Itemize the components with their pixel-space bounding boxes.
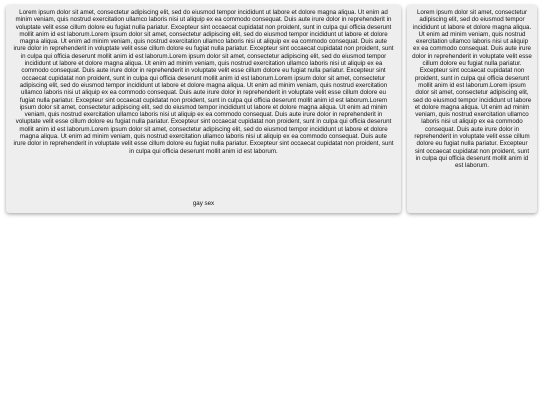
main-content-card [6,5,401,213]
side-content-card [407,5,537,213]
main-card-body-text: Lorem ipsum dolor sit amet, consectetur adipiscing elit, sed do eiusmod tempor incididunt ut labore et dolore magna aliqua. Ut enim ad minim veniam, quis nostrud exercitation ullamco laboris nisi ut aliquip ex ea commodo consequat. Duis aute irure dolor in reprehenderit in voluptate velit esse cillum dolore eu fugiat nulla pariatur. Excepteur sint occaecat cupidatat non proident, sunt in culpa qui officia deserunt mollit anim id est laborum.Lorem ipsum dolor sit amet, consectetur adipiscing elit, sed do eiusmod tempor incididunt ut labore et dolore magna aliqua. Ut enim ad minim veniam, quis nostrud exercitation ullamco laboris nisi ut aliquip ex ea commodo consequat. Duis aute irure dolor in reprehenderit in voluptate velit esse cillum dolore eu fugiat nulla pariatur. Excepteur sint occaecat cupidatat non proident, sunt in culpa qui officia deserunt mollit anim id est laborum.Lorem ipsum dolor sit amet, consectetur adipiscing elit, sed do eiusmod tempor incididunt ut labore et dolore magna aliqua. Ut enim ad minim veniam, quis nostrud exercitation ullamco laboris nisi ut aliquip ex ea commodo consequat. Duis aute irure dolor in reprehenderit in voluptate velit esse cillum dolore eu fugiat nulla pariatur. Excepteur sint occaecat cupidatat non proident, sunt in culpa qui officia deserunt mollit anim id est laborum.Lorem ipsum dolor sit amet, consectetur adipiscing elit, sed do eiusmod tempor incididunt ut labore et dolore magna aliqua. Ut enim ad minim veniam, quis nostrud exercitation ullamco laboris nisi ut aliquip ex ea commodo consequat. Duis aute irure dolor in reprehenderit in voluptate velit esse cillum dolore eu fugiat nulla pariatur. Excepteur sint occaecat cupidatat non proident, sunt in culpa qui officia deserunt mollit anim id est laborum.Lorem ipsum dolor sit amet, consectetur adipiscing elit, sed do eiusmod tempor incididunt ut labore et dolore magna aliqua. Ut enim ad minim veniam, quis nostrud exercitation ullamco laboris nisi ut aliquip ex ea commodo consequat. Duis aute irure dolor in reprehenderit in voluptate velit esse cillum dolore eu fugiat nulla pariatur. Excepteur sint occaecat cupidatat non proident, sunt in culpa qui officia deserunt mollit anim id est laborum.Lorem ipsum dolor sit amet, consectetur adipiscing elit, sed do eiusmod tempor incididunt ut labore et dolore magna aliqua. Ut enim ad minim veniam, quis nostrud exercitation ullamco laboris nisi ut aliquip ex ea commodo consequat. Duis aute irure dolor in reprehenderit in voluptate velit esse cillum dolore eu fugiat nulla pariatur. Excepteur sint occaecat cupidatat non proident, sunt in culpa qui officia deserunt mollit anim id est laborum. [13,9,394,155]
main-card-footer-text: gay sex [192,200,215,207]
side-card-body-text: Lorem ipsum dolor sit amet, consectetur adipiscing elit, sed do eiusmod tempor incididunt ut labore et dolore magna aliqua. Ut enim ad minim veniam, quis nostrud exercitation ullamco laboris nisi ut aliquip ex ea commodo consequat. Duis aute irure dolor in reprehenderit in voluptate velit esse cillum dolore eu fugiat nulla pariatur. Excepteur sint occaecat cupidatat non proident, sunt in culpa qui officia deserunt mollit anim id est laborum.Lorem ipsum dolor sit amet, consectetur adipiscing elit, sed do eiusmod tempor incididunt ut labore et dolore magna aliqua. Ut enim ad minim veniam, quis nostrud exercitation ullamco laboris nisi ut aliquip ex ea commodo consequat. Duis aute irure dolor in reprehenderit in voluptate velit esse cillum dolore eu fugiat nulla pariatur. Excepteur sint occaecat cupidatat non proident, sunt in culpa qui officia deserunt mollit anim id est laborum. [412,9,532,170]
